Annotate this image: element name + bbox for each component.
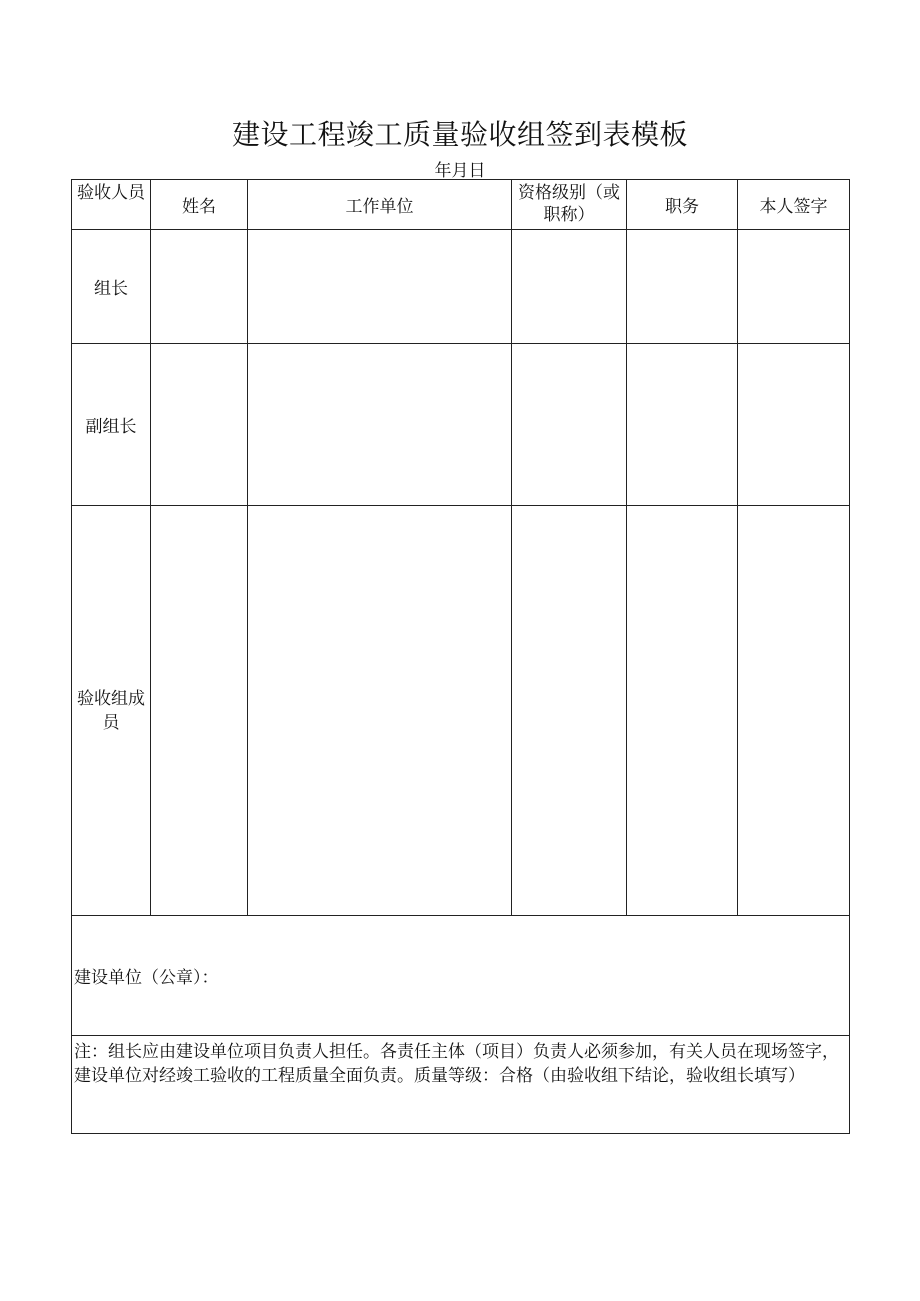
header-row bbox=[72, 180, 850, 230]
header-role: 验收人员 bbox=[72, 180, 151, 230]
signature-cell[interactable] bbox=[738, 506, 850, 916]
note-line-1: 注：组长应由建设单位项目负责人担任。各责任主体（项目）负责人必须参加，有关人员在现场签字， bbox=[74, 1042, 839, 1062]
role-members: 验收组成员 bbox=[72, 506, 151, 916]
signature-cell[interactable] bbox=[738, 230, 850, 344]
seal-label: 建设单位（公章）： bbox=[74, 968, 219, 988]
date-line: 年月日 bbox=[434, 161, 486, 181]
seal-row bbox=[72, 916, 850, 1036]
qualification-cell[interactable] bbox=[512, 344, 627, 506]
table-row bbox=[72, 344, 850, 506]
note-row bbox=[72, 1036, 850, 1134]
name-cell[interactable] bbox=[151, 344, 248, 506]
unit-cell[interactable] bbox=[248, 230, 512, 344]
role-deputy-leader: 副组长 bbox=[72, 344, 151, 506]
sign-in-table bbox=[71, 179, 850, 1134]
header-name: 姓名 bbox=[151, 180, 248, 230]
role-leader: 组长 bbox=[72, 230, 151, 344]
header-position: 职务 bbox=[627, 180, 738, 230]
note-line-2: 建设单位对经竣工验收的工程质量全面负责。质量等级：合格（由验收组下结论，验收组长填写） bbox=[74, 1066, 805, 1086]
table-row bbox=[72, 230, 850, 344]
position-cell[interactable] bbox=[627, 344, 738, 506]
position-cell[interactable] bbox=[627, 506, 738, 916]
seal-cell[interactable] bbox=[72, 916, 850, 1036]
table-row bbox=[72, 506, 850, 916]
header-qualification: 资格级别（或职称） bbox=[512, 180, 627, 230]
qualification-cell[interactable] bbox=[512, 506, 627, 916]
signature-cell[interactable] bbox=[738, 344, 850, 506]
name-cell[interactable] bbox=[151, 506, 248, 916]
document-title: 建设工程竣工质量验收组签到表模板 bbox=[231, 118, 688, 151]
header-unit: 工作单位 bbox=[248, 180, 512, 230]
name-cell[interactable] bbox=[151, 230, 248, 344]
qualification-cell[interactable] bbox=[512, 230, 627, 344]
unit-cell[interactable] bbox=[248, 344, 512, 506]
unit-cell[interactable] bbox=[248, 506, 512, 916]
note-cell bbox=[72, 1036, 850, 1134]
header-signature: 本人签字 bbox=[738, 180, 850, 230]
position-cell[interactable] bbox=[627, 230, 738, 344]
